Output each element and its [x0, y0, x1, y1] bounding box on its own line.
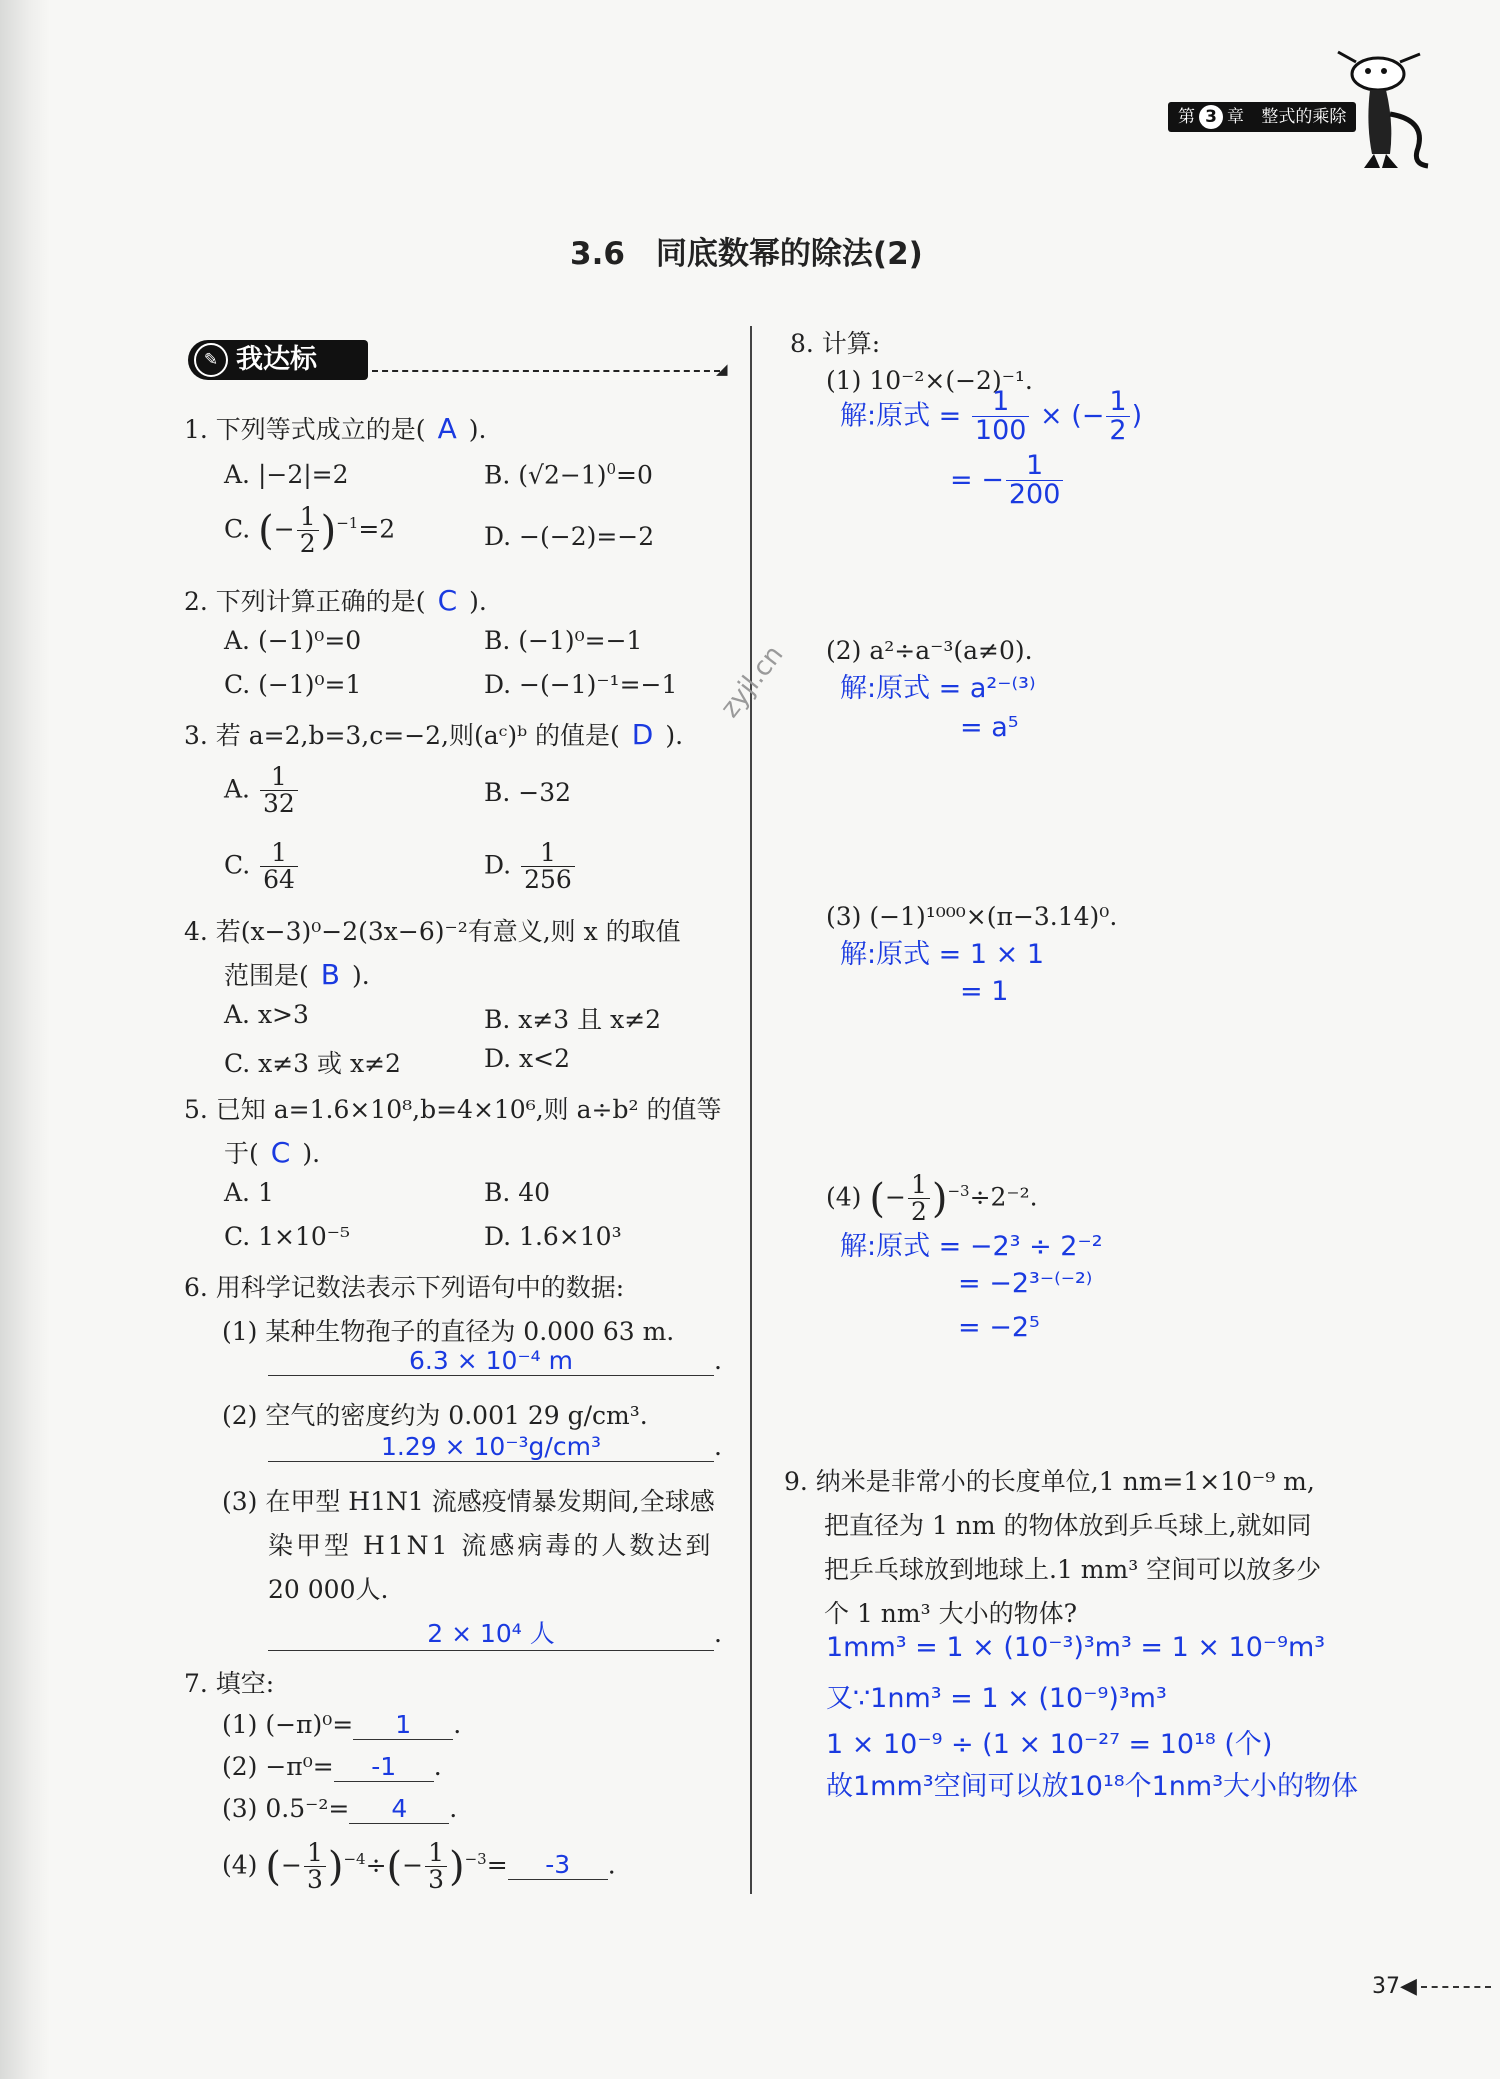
- q3-option-a: A. $\frac{1}{32}$: [224, 764, 300, 818]
- q8-solution3-line1: 解:原式 = 1 × 1: [840, 939, 1045, 970]
- q1-option-d: D. −(−2)=−2: [484, 522, 655, 551]
- q4-stem-line1: 4. 若(x−3)⁰−2(3x−6)⁻²有意义,则 x 的取值: [184, 917, 681, 946]
- section-rule-arrow: ◢: [716, 360, 728, 378]
- q8-part3: (3) (−1)¹⁰⁰⁰×(π−3.14)⁰.: [826, 902, 1118, 931]
- q4-option-a: A. x>3: [224, 1000, 309, 1029]
- page-number: 37◀: [1372, 1974, 1491, 1999]
- q8-part2: (2) a²÷a⁻³(a≠0).: [826, 636, 1033, 665]
- q3-option-c: C. $\frac{1}{64}$: [224, 840, 300, 894]
- q6-answer1-blank: 6.3 × 10⁻⁴ m .: [268, 1346, 722, 1376]
- q9-text-line1: 9. 纳米是非常小的长度单位,1 nm=1×10⁻⁹ m,: [784, 1467, 1315, 1496]
- q6-answer2-blank: 1.29 × 10⁻³g/cm³ .: [268, 1432, 722, 1462]
- q3-answer: D: [631, 718, 654, 751]
- q4-option-c: C. x≠3 或 x≠2: [224, 1049, 401, 1078]
- q4-answer: B: [320, 958, 340, 991]
- chapter-number: 3: [1199, 105, 1223, 129]
- q9-answer-line3: 1 × 10⁻⁹ ÷ (1 × 10⁻²⁷ = 10¹⁸ (个): [826, 1729, 1273, 1760]
- q4-option-b: B. x≠3 且 x≠2: [484, 1005, 662, 1034]
- section-label-text: 我达标: [236, 344, 317, 375]
- q8-solution2-line2: = a⁵: [960, 712, 1019, 743]
- q6-part3-line3: 20 000人.: [268, 1575, 389, 1604]
- q3-option-b: B. −32: [484, 778, 572, 807]
- q8-solution4-line2: = −2³⁻⁽⁻²⁾: [958, 1268, 1093, 1299]
- q4-option-d: D. x<2: [484, 1044, 570, 1073]
- q6-part3-line2: 染甲型 H1N1 流感病毒的人数达到: [268, 1531, 714, 1560]
- q8-stem: 8. 计算:: [790, 329, 881, 358]
- q7-answer1: 1: [353, 1710, 453, 1740]
- q3-stem: 3. 若 a=2,b=3,c=−2,则(aᶜ)ᵇ 的值是( D ).: [184, 718, 684, 751]
- q8-solution4-line1: 解:原式 = −2³ ÷ 2⁻²: [840, 1231, 1103, 1262]
- q3-option-d: D. $\frac{1}{256}$: [484, 840, 577, 894]
- q2-answer: C: [437, 584, 458, 617]
- q7-answer2: -1: [334, 1752, 434, 1782]
- q7-part4: (4) (− $\frac{1}{3}$ )$^{-4}$÷(− $\frac{1}{3}$ )$^{-3}$= -3 .: [222, 1838, 616, 1895]
- q9-answer-line4: 故1mm³空间可以放10¹⁸个1nm³大小的物体: [826, 1771, 1359, 1802]
- q9-text-line2: 把直径为 1 nm 的物体放到乒乓球上,就如同: [824, 1511, 1312, 1540]
- q6-answer2: 1.29 × 10⁻³g/cm³: [268, 1432, 714, 1462]
- cartoon-cat-mascot: [1328, 44, 1440, 176]
- q5-stem-line1: 5. 已知 a=1.6×10⁸,b=4×10⁶,则 a÷b² 的值等: [184, 1095, 722, 1124]
- q5-stem-line2: 于( C ).: [224, 1136, 321, 1169]
- q6-answer3: 2 × 10⁴ 人: [268, 1614, 714, 1651]
- q2-option-d: D. −(−1)⁻¹=−1: [484, 670, 678, 699]
- q7-answer4: -3: [508, 1850, 608, 1880]
- q8-solution1-line1: 解:原式 = $\frac{1}{100}$ × (− $\frac{1}{2}$ ): [840, 386, 1143, 447]
- q7-part3: (3) 0.5⁻²= 4 .: [222, 1794, 458, 1823]
- q7-answer3: 4: [349, 1794, 449, 1824]
- q5-option-a: A. 1: [224, 1178, 274, 1207]
- q6-part3-line1: (3) 在甲型 H1N1 流感疫情暴发期间,全球感: [222, 1487, 715, 1516]
- q1-answer: A: [437, 412, 457, 445]
- q6-answer3-blank: 2 × 10⁴ 人 .: [268, 1614, 722, 1651]
- q7-stem: 7. 填空:: [184, 1669, 275, 1698]
- q2-option-a: A. (−1)⁰=0: [224, 626, 362, 655]
- q6-stem: 6. 用科学记数法表示下列语句中的数据:: [184, 1273, 625, 1302]
- q5-answer: C: [270, 1136, 291, 1169]
- watermark: zyjl.cn: [715, 639, 790, 724]
- q9-text-line4: 个 1 nm³ 大小的物体?: [824, 1599, 1077, 1628]
- q8-solution3-line2: = 1: [960, 976, 1009, 1007]
- q5-option-b: B. 40: [484, 1178, 551, 1207]
- chapter-prefix: 第: [1178, 107, 1195, 127]
- column-divider: [750, 326, 752, 1894]
- page-title: 3.6 同底数幂的除法(2): [570, 236, 923, 272]
- page-arrow-icon: ◀: [1400, 1974, 1417, 1999]
- q9-answer-line1: 1mm³ = 1 × (10⁻³)³m³ = 1 × 10⁻⁹m³: [826, 1632, 1326, 1663]
- q8-solution1-line2: = − $\frac{1}{200}$: [950, 452, 1065, 510]
- q2-option-c: C. (−1)⁰=1: [224, 670, 362, 699]
- q2-stem: 2. 下列计算正确的是( C ).: [184, 584, 487, 617]
- q8-solution4-line3: = −2⁵: [958, 1312, 1040, 1343]
- q8-part4: (4) (− $\frac{1}{2}$ )$^{-3}$÷2⁻².: [826, 1170, 1038, 1227]
- q8-part1: (1) 10⁻²×(−2)⁻¹.: [826, 366, 1033, 395]
- q1-stem: 1. 下列等式成立的是( A ).: [184, 412, 487, 445]
- chapter-title: 整式的乘除: [1261, 107, 1347, 127]
- q5-option-d: D. 1.6×10³: [484, 1222, 622, 1251]
- q7-part1: (1) (−π)⁰= 1 .: [222, 1710, 462, 1739]
- page-binding-shadow: [0, 0, 50, 2079]
- q1-option-b: B. $(√2-1)^0=0$: [484, 460, 653, 490]
- q5-option-c: C. 1×10⁻⁵: [224, 1222, 351, 1251]
- q9-answer-line2: 又∵1nm³ = 1 × (10⁻⁹)³m³: [826, 1683, 1167, 1714]
- q1-option-c: C. (− $\frac{1}{2}$ )$^{-1}$=2: [224, 502, 396, 559]
- q9-text-line3: 把乒乓球放到地球上.1 mm³ 空间可以放多少: [824, 1555, 1322, 1584]
- q6-answer1: 6.3 × 10⁻⁴ m: [268, 1346, 714, 1376]
- section-dashed-rule: [372, 370, 720, 372]
- q8-solution2-line1: 解:原式 = a²⁻⁽³⁾: [840, 673, 1036, 704]
- q7-part2: (2) −π⁰= -1 .: [222, 1752, 442, 1781]
- q6-part1: (1) 某种生物孢子的直径为 0.000 63 m.: [222, 1317, 675, 1346]
- q4-stem-line2: 范围是( B ).: [224, 958, 370, 991]
- q1-option-a: A. |−2|=2: [224, 460, 349, 489]
- q6-part2: (2) 空气的密度约为 0.001 29 g/cm³.: [222, 1401, 648, 1430]
- section-label-badge: [188, 340, 368, 380]
- pen-icon: ✎: [194, 343, 228, 377]
- q2-option-b: B. (−1)⁰=−1: [484, 626, 643, 655]
- chapter-suffix: 章: [1227, 107, 1244, 127]
